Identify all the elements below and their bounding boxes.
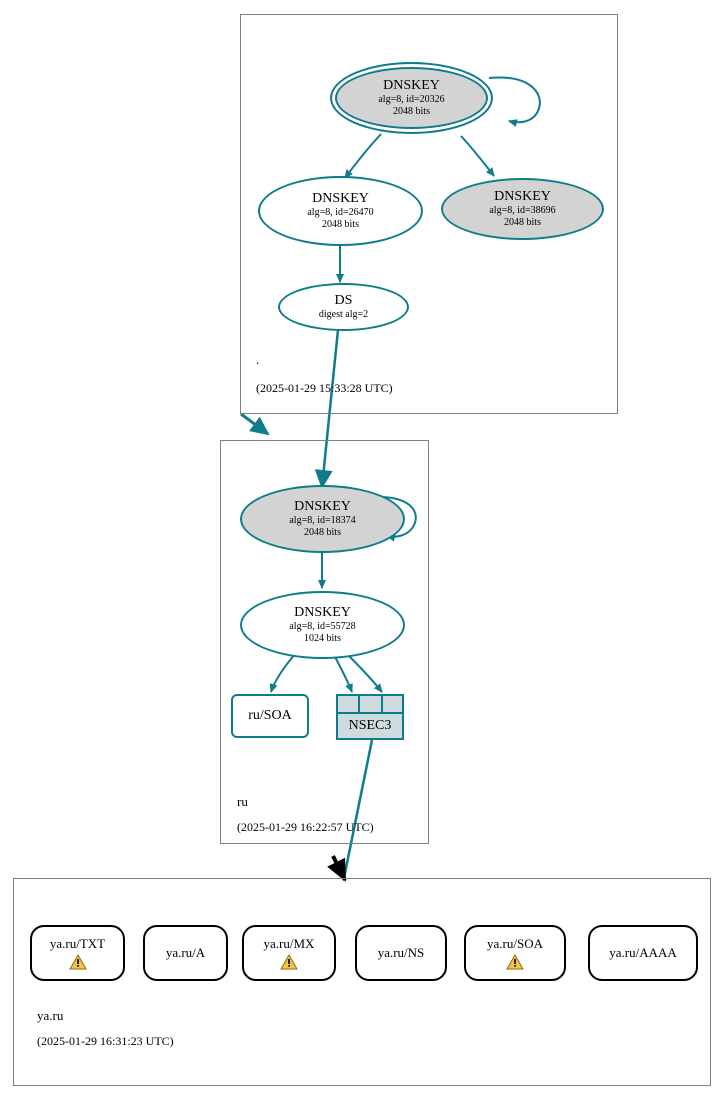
node-title: DS — [334, 293, 353, 308]
node-ya-ru-soa[interactable] — [464, 925, 566, 981]
zone-timestamp-ru: (2025-01-29 16:22:57 UTC) — [237, 820, 374, 834]
node-dnskey-38696[interactable] — [441, 178, 604, 240]
node-ya-ru-a[interactable] — [143, 925, 228, 981]
zone-timestamp-ya-ru: (2025-01-29 16:31:23 UTC) — [37, 1034, 174, 1048]
nsec3-label: NSEC3 — [348, 718, 392, 733]
node-bits: 2048 bits — [393, 106, 430, 117]
node-dnskey-26470[interactable] — [258, 176, 423, 246]
node-alg: alg=8, id=18374 — [289, 515, 356, 526]
node-dnskey-55728[interactable] — [240, 591, 405, 659]
leaf-label: ya.ru/TXT — [49, 936, 106, 951]
node-label: ru/SOA — [248, 708, 292, 723]
node-alg: alg=8, id=38696 — [489, 205, 556, 216]
zone-label-ya-ru: ya.ru — [37, 1008, 64, 1023]
node-title: DNSKEY — [312, 191, 369, 206]
zone-timestamp-root: (2025-01-29 15:33:28 UTC) — [256, 381, 393, 395]
node-alg: alg=8, id=55728 — [289, 621, 356, 632]
node-ya-ru-txt[interactable] — [30, 925, 125, 981]
node-nsec3[interactable] — [336, 694, 404, 740]
node-title: DNSKEY — [494, 189, 551, 204]
node-dnskey-18374[interactable] — [240, 485, 405, 553]
node-dnskey-20326[interactable] — [330, 62, 493, 134]
leaf-label: ya.ru/NS — [377, 945, 425, 960]
node-ya-ru-aaaa[interactable] — [588, 925, 698, 981]
nsec3-header — [338, 696, 402, 714]
node-ya-ru-ns[interactable] — [355, 925, 447, 981]
leaf-label: ya.ru/SOA — [487, 936, 543, 951]
leaf-label: ya.ru/MX — [263, 936, 315, 951]
node-title: DNSKEY — [294, 605, 351, 620]
node-bits: 2048 bits — [322, 219, 359, 230]
warning-icon — [69, 954, 87, 970]
node-title: DNSKEY — [383, 78, 440, 93]
warning-icon — [506, 954, 524, 970]
zone-label-root: . — [256, 352, 260, 367]
node-alg: alg=8, id=20326 — [378, 94, 445, 105]
node-bits: 2048 bits — [504, 217, 541, 228]
node-ds-root[interactable] — [278, 283, 409, 331]
node-digest: digest alg=2 — [318, 309, 369, 320]
node-ya-ru-mx[interactable] — [242, 925, 336, 981]
node-ru-soa[interactable] — [231, 694, 309, 738]
zone-box-ya-ru — [13, 878, 711, 1086]
warning-icon — [280, 954, 298, 970]
leaf-label: ya.ru/A — [165, 945, 206, 960]
node-bits: 1024 bits — [304, 633, 341, 644]
node-title: DNSKEY — [294, 499, 351, 514]
leaf-label: ya.ru/AAAA — [609, 945, 677, 960]
node-bits: 2048 bits — [304, 527, 341, 538]
node-alg: alg=8, id=26470 — [307, 207, 374, 218]
zone-label-ru: ru — [237, 794, 248, 809]
